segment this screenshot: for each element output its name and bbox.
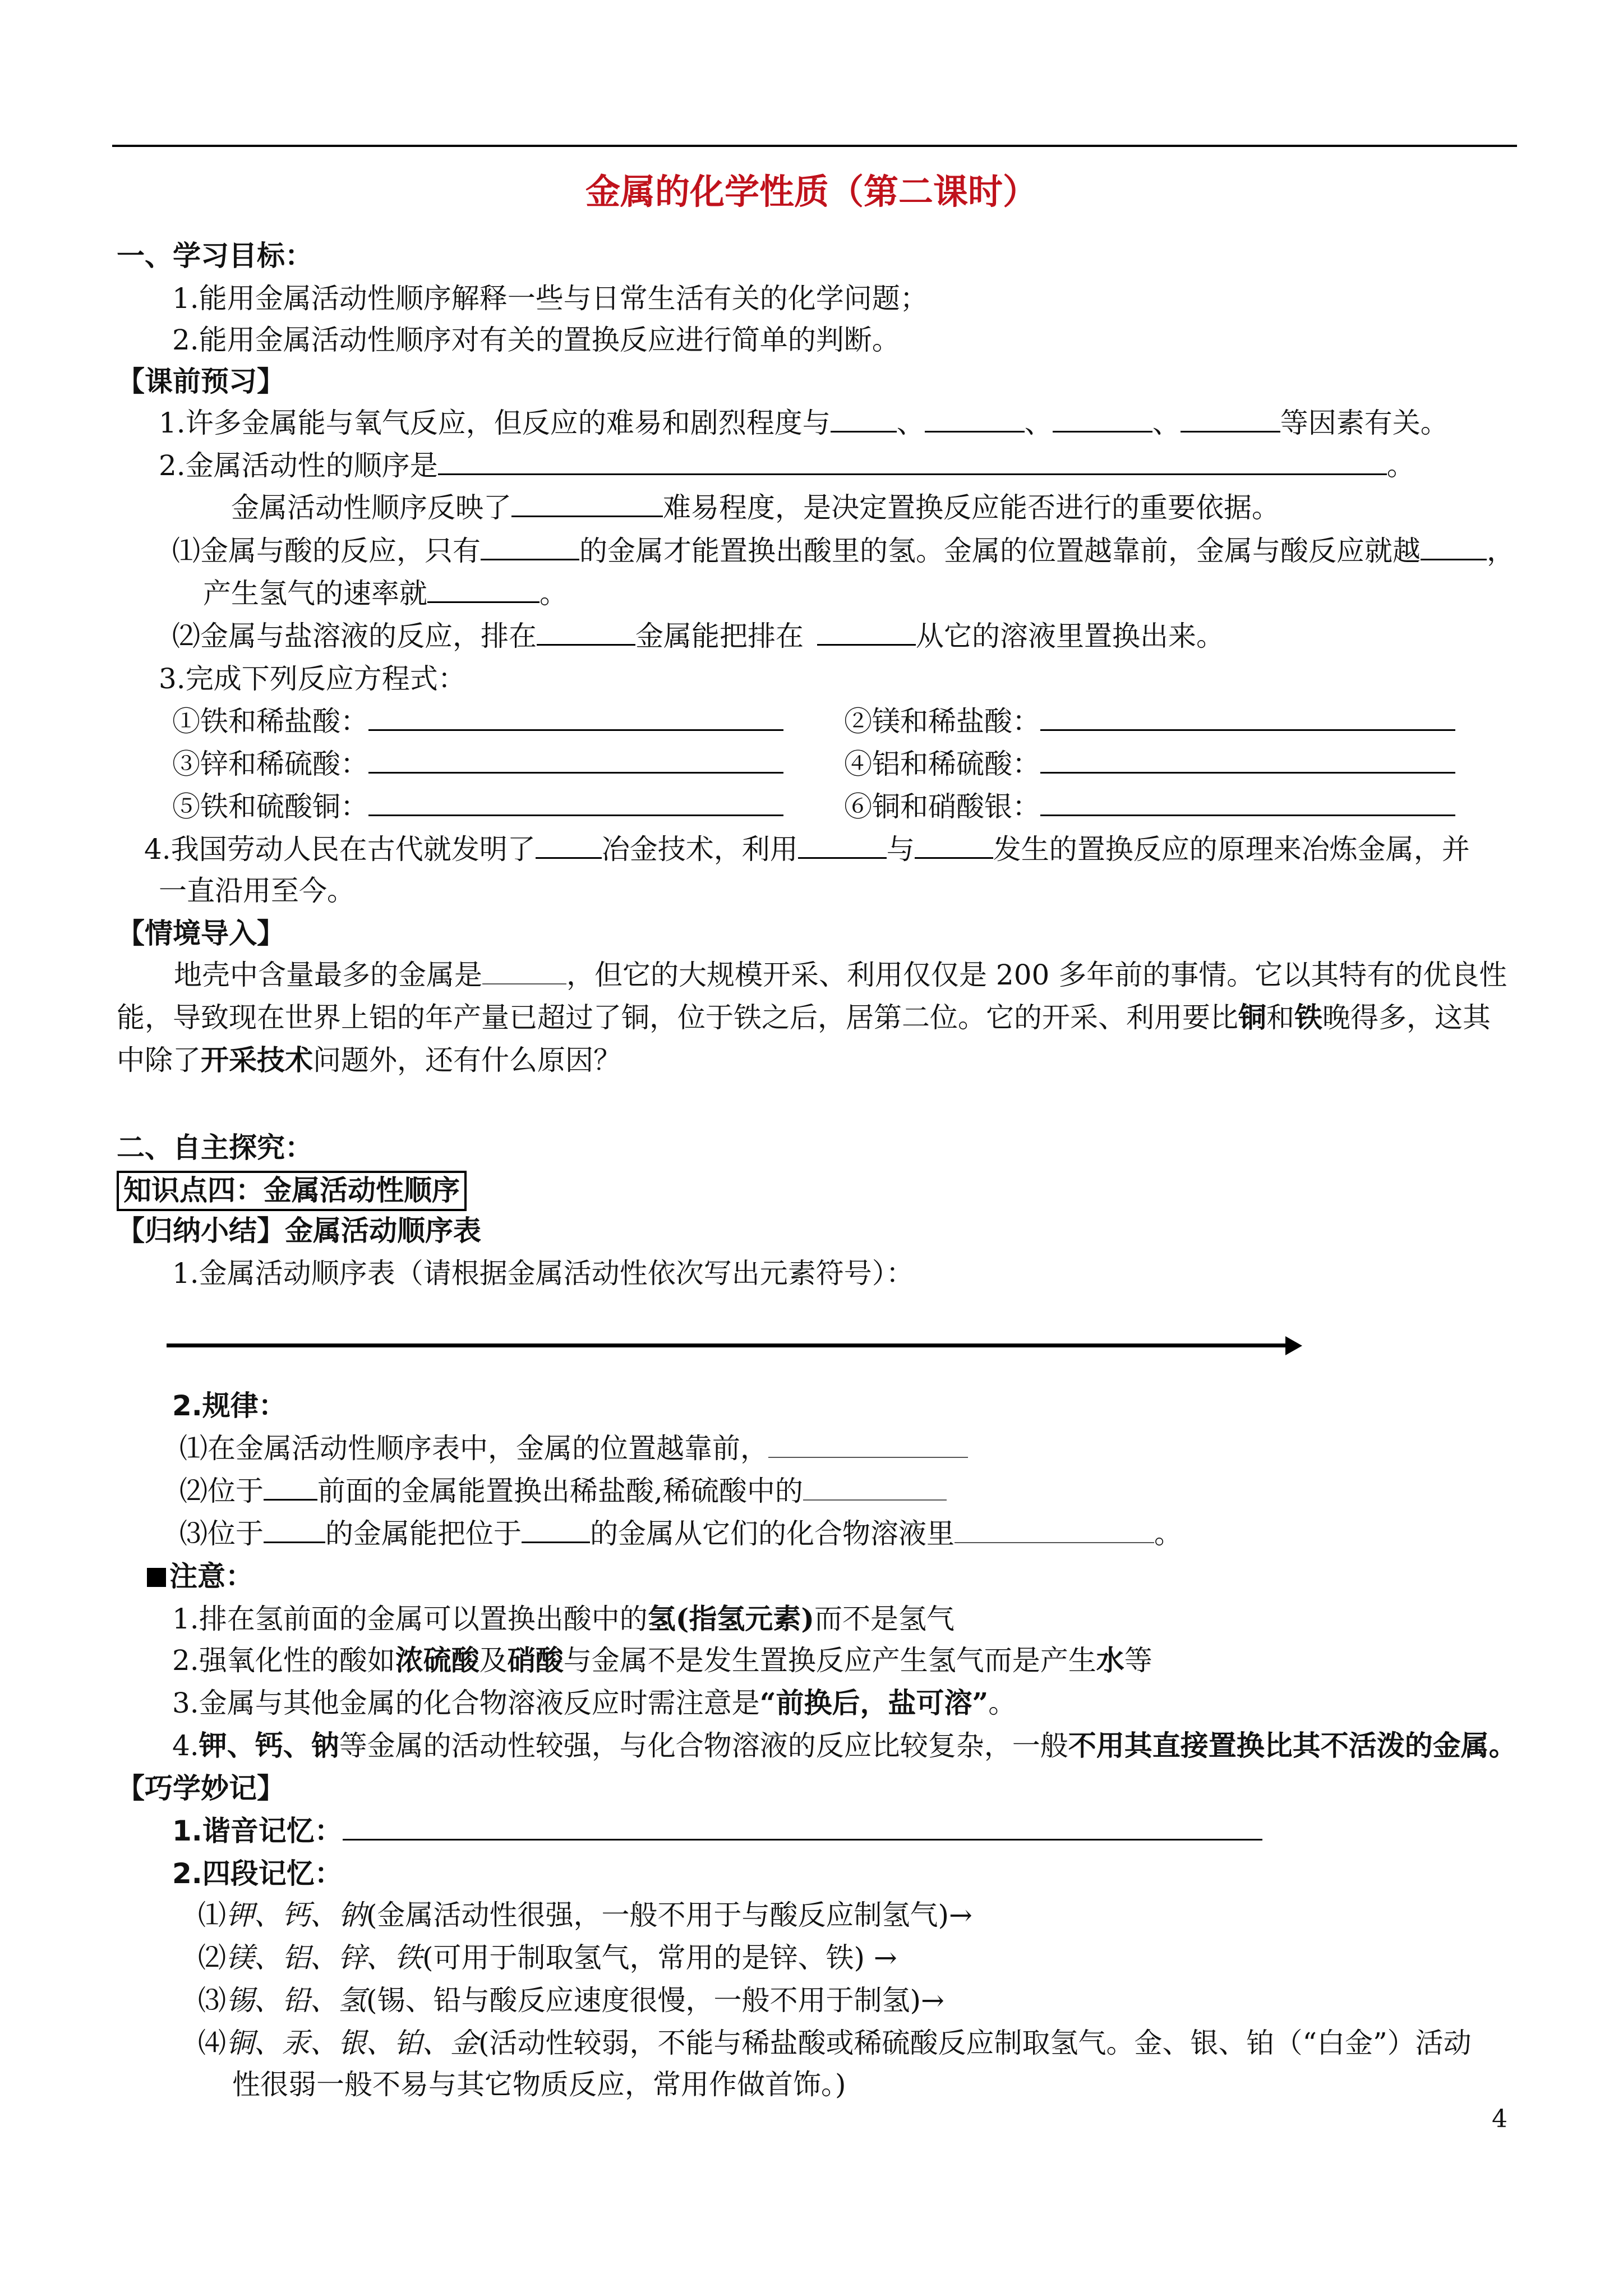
intro-text: ，但它的大规模开采、利用仅仅是 200 多年前的事情。它以其特有的优良性 [566, 959, 1507, 991]
preview-q2c [172, 533, 1515, 569]
equation-label: ③锌和稀硫酸： [172, 748, 368, 780]
answer-blank[interactable] [438, 449, 1387, 475]
answer-blank[interactable] [798, 832, 887, 859]
section-heading-preview: 【课前预习】 [117, 365, 285, 398]
page-title: 金属的化学性质（第二课时） [585, 171, 1038, 212]
stage-number: ⑶ [198, 1984, 226, 2017]
preview-q2c-end: ， [1487, 535, 1515, 567]
note-text: 及 [479, 1644, 508, 1677]
preview-q2d [203, 576, 568, 611]
note-2 [172, 1642, 1152, 1678]
preview-q2e-text: ⑵金属与盐溶液的反应，排在 [172, 620, 537, 652]
preview-q4 [144, 831, 1470, 867]
note-emphasis: 氢(指氢元素) [647, 1602, 815, 1635]
separator: 、 [1152, 407, 1181, 439]
equation-label: ②镁和稀盐酸： [844, 705, 1040, 738]
preview-q1-end: 等因素有关。 [1280, 407, 1449, 439]
stage-number: ⑷ [198, 2027, 226, 2059]
answer-blank[interactable] [803, 1475, 947, 1501]
equation-blank[interactable] [1040, 790, 1455, 816]
preview-q2d-text: 产生氢气的速率就 [203, 577, 427, 610]
stage-text: (金属活动性很强，一般不用于与酸反应制氢气)→ [366, 1899, 972, 1931]
note-heading-text: 注意： [169, 1560, 253, 1593]
memo-stage-3 [198, 1982, 944, 2018]
rule-text: 的金属从它们的化合物溶液里 [590, 1517, 955, 1550]
top-rule [112, 145, 1517, 147]
note-emphasis: “前换后，盐可溶” [759, 1686, 989, 1719]
equation-row [172, 703, 783, 739]
preview-q4-text: 4.我国劳动人民在古代就发明了 [144, 833, 536, 866]
note-text: 而不是氢气 [814, 1603, 955, 1635]
note-text: 3.金属与其他金属的化合物溶液反应时需注意是 [172, 1687, 760, 1719]
preview-q2e-text-2: 金属能把排在 [635, 620, 804, 652]
knowledge-point-label: 知识点四：金属活动性顺序 [117, 1171, 467, 1211]
stage-metals: 锡、铅、氢 [226, 1984, 366, 2017]
equation-label: ⑤铁和硫酸铜： [172, 790, 368, 823]
equation-row [844, 789, 1455, 825]
preview-q4-text-2: 冶金技术，利用 [601, 833, 798, 866]
answer-blank[interactable] [831, 406, 897, 432]
rule-3 [179, 1516, 1182, 1552]
intro-text: 能，导致现在世界上铝的年产量已超过了铜，位于铁之后，居第二位。它的开采、利用要比 [117, 1001, 1238, 1034]
intro-line-1 [174, 957, 1507, 993]
goal-item-2: 2.能用金属活动性顺序对有关的置换反应进行简单的判断。 [172, 324, 900, 356]
section-heading-intro: 【情境导入】 [117, 917, 285, 950]
answer-blank[interactable] [264, 1517, 325, 1543]
answer-blank[interactable] [343, 1814, 1262, 1841]
rule-text: 。 [1154, 1517, 1182, 1550]
summary-tag: 【归纳小结】 [117, 1214, 285, 1247]
answer-blank[interactable] [1181, 406, 1280, 432]
equation-blank[interactable] [368, 790, 783, 816]
equation-row [844, 746, 1455, 782]
intro-emphasis: 铁 [1294, 1001, 1322, 1034]
knowledge-point-box [117, 1172, 467, 1208]
note-emphasis: 硝酸 [507, 1644, 564, 1677]
memo-1 [172, 1813, 1262, 1849]
note-text: 2.强氧化性的酸如 [172, 1644, 395, 1677]
stage-metals: 钾、钙、钠 [226, 1899, 366, 1931]
memo-stage-4 [198, 2025, 1472, 2061]
equation-label: ①铁和稀盐酸： [172, 705, 368, 738]
stage-text: (锡、铅与酸反应速度很慢，一般不用于制氢)→ [366, 1984, 944, 2017]
intro-text: 和 [1266, 1001, 1294, 1034]
answer-blank[interactable] [482, 959, 566, 984]
note-emphasis: 浓硫酸 [395, 1644, 479, 1677]
equation-label: ⑥铜和硝酸银： [844, 790, 1040, 823]
preview-q2e [172, 618, 1224, 654]
intro-text: 中除了 [117, 1044, 201, 1076]
preview-q2e-end: 从它的溶液里置换出来。 [916, 620, 1224, 652]
equation-blank[interactable] [1040, 705, 1455, 731]
memo-2: 2.四段记忆： [172, 1857, 343, 1890]
note-text: 与金属不是发生置换反应产生氢气而是产生 [563, 1644, 1096, 1677]
preview-q2c-text-2: 的金属才能置换出酸里的氢。金属的位置越靠前，金属与酸反应就越 [579, 535, 1421, 567]
note-text: 等金属的活动性较强，与化合物溶液的反应比较复杂，一般 [339, 1729, 1068, 1762]
page-number: 4 [1492, 2105, 1507, 2133]
rule-text: ⑴在金属活动性顺序表中，金属的位置越靠前， [179, 1432, 768, 1465]
preview-q1 [159, 405, 1449, 441]
rule-text: 前面的金属能置换出稀盐酸,稀硫酸中的 [317, 1475, 803, 1507]
equation-row [172, 746, 783, 782]
rule-text: ⑵位于 [179, 1475, 264, 1507]
note-emphasis: 水 [1096, 1644, 1124, 1677]
goal-item-1: 1.能用金属活动性顺序解释一些与日常生活有关的化学问题； [172, 282, 928, 315]
answer-blank[interactable] [768, 1432, 968, 1458]
note-text: 1.排在氢前面的金属可以置换出酸中的 [172, 1603, 648, 1635]
answer-blank[interactable] [925, 406, 1025, 432]
note-text: 4. [172, 1729, 199, 1762]
intro-emphasis: 铜 [1238, 1001, 1266, 1034]
summary-heading [117, 1213, 481, 1249]
answer-blank[interactable] [536, 832, 602, 859]
separator: 、 [1024, 407, 1053, 439]
separator: 、 [896, 407, 925, 439]
rule-heading: 2.规律： [172, 1389, 287, 1422]
note-emphasis: 不用其直接置换比其不活泼的金属。 [1068, 1729, 1517, 1762]
equation-row [172, 789, 783, 825]
memo-label: 1.谐音记忆： [172, 1815, 343, 1847]
note-3 [172, 1685, 1016, 1721]
section-heading-explore: 二、自主探究： [117, 1131, 313, 1164]
stage-number: ⑴ [198, 1899, 226, 1931]
equation-blank[interactable] [368, 705, 783, 731]
preview-q2d-end: 。 [540, 577, 568, 610]
answer-blank[interactable] [817, 619, 916, 646]
answer-blank[interactable] [427, 577, 540, 603]
note-heading [147, 1558, 253, 1594]
preview-q2b [231, 490, 1280, 526]
answer-blank[interactable] [537, 619, 635, 646]
answer-blank[interactable] [522, 1517, 590, 1543]
preview-q2 [159, 448, 1415, 484]
note-4 [172, 1728, 1517, 1764]
equation-row [844, 703, 1455, 739]
preview-q2b-text-2: 难易程度，是决定置换反应能否进行的重要依据。 [663, 491, 1280, 524]
stage-text: (可用于制取氢气，常用的是锌、铁) → [422, 1941, 897, 1974]
stage-number: ⑵ [198, 1941, 226, 1974]
section-heading-goals: 一、学习目标： [117, 240, 313, 272]
preview-q2b-text: 金属活动性顺序反映了 [231, 491, 511, 524]
preview-q4-text-4: 发生的置换反应的原理来冶炼金属，并 [993, 833, 1470, 866]
memo-stage-1 [198, 1897, 972, 1933]
answer-blank[interactable] [915, 832, 993, 859]
equation-blank[interactable] [368, 747, 783, 774]
intro-text: 问题外，还有什么原因？ [313, 1044, 621, 1076]
rule-text: ⑶位于 [179, 1517, 264, 1550]
preview-q4b: 一直沿用至今。 [159, 875, 355, 907]
answer-blank[interactable] [1053, 406, 1152, 432]
memo-stage-4-cont: 性很弱一般不易与其它物质反应，常用作做首饰。) [232, 2068, 846, 2101]
equation-blank[interactable] [1040, 747, 1455, 774]
preview-q2-end: 。 [1386, 449, 1415, 482]
black-square-icon [147, 1568, 166, 1587]
equation-label: ④铝和稀硫酸： [844, 748, 1040, 780]
stage-metals: 铜、汞、银、铂、金 [226, 2027, 478, 2059]
answer-blank[interactable] [1421, 534, 1487, 560]
activity-table-question: 1.金属活动顺序表（请根据金属活动性依次写出元素符号）： [172, 1257, 914, 1290]
rule-2 [179, 1473, 947, 1509]
summary-title: 金属活动顺序表 [285, 1214, 481, 1247]
note-emphasis: 钾、钙、钠 [199, 1729, 339, 1762]
intro-emphasis: 开采技术 [201, 1043, 313, 1076]
stage-text: (活动性较弱，不能与稀盐酸或稀硫酸反应制取氢气。金、银、铂（“白金”）活动 [478, 2027, 1472, 2059]
preview-q3: 3.完成下列反应方程式： [159, 662, 466, 695]
answer-blank[interactable] [955, 1517, 1154, 1543]
intro-text: 地壳中含量最多的金属是 [174, 959, 482, 991]
rule-1 [179, 1430, 968, 1466]
stage-metals: 镁、铝、锌、铁 [226, 1941, 422, 1974]
answer-blank[interactable] [511, 491, 663, 517]
preview-q4-text-3: 与 [886, 833, 915, 866]
preview-q2c-text: ⑴金属与酸的反应，只有 [172, 535, 481, 567]
intro-line-2 [117, 1000, 1491, 1036]
section-heading-memo: 【巧学妙记】 [117, 1772, 285, 1805]
intro-line-3 [117, 1042, 621, 1078]
preview-q1-text: 1.许多金属能与氧气反应，但反应的难易和剧烈程度与 [159, 407, 831, 439]
intro-text: 晚得多，这其 [1322, 1001, 1491, 1034]
answer-blank[interactable] [264, 1474, 317, 1501]
arrow-head-icon [1285, 1336, 1302, 1355]
answer-blank[interactable] [481, 534, 579, 560]
note-1 [172, 1601, 955, 1637]
activity-series-arrow [167, 1343, 1288, 1347]
memo-stage-2 [198, 1940, 897, 1976]
rule-text: 的金属能把位于 [325, 1517, 522, 1550]
note-text: 。 [988, 1687, 1017, 1719]
preview-q2-text: 2.金属活动性的顺序是 [159, 449, 438, 482]
note-text: 等 [1124, 1644, 1152, 1677]
